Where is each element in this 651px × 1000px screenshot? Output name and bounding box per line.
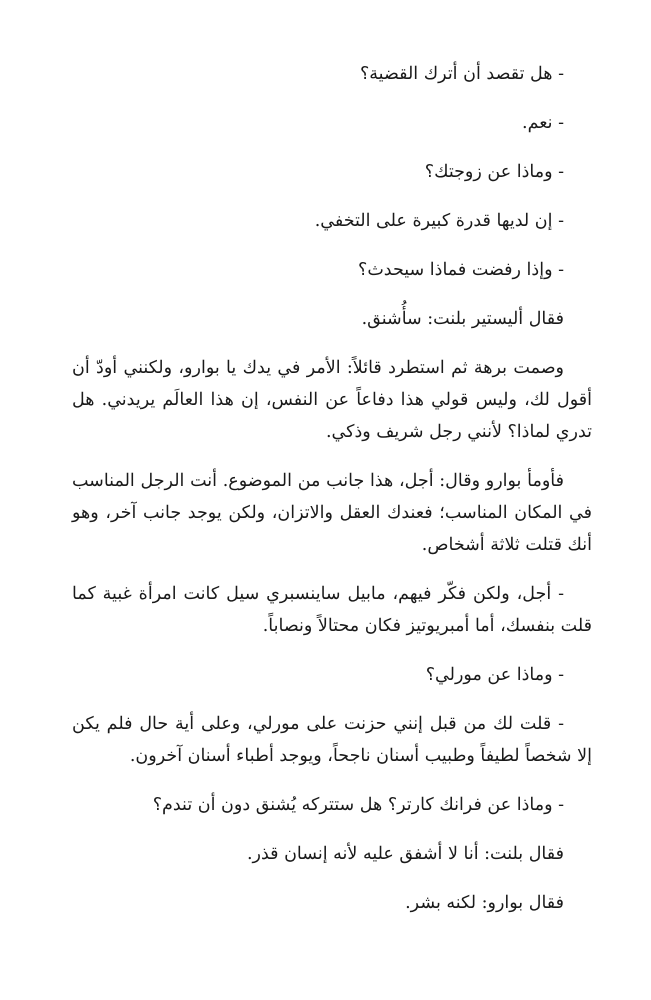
paragraph-2: - نعم. — [522, 113, 564, 133]
paragraph-8: فأومأ بوارو وقال: أجل، هذا جانب من الموضوع. أنت الرجل المناسب في المكان المناسب؛ فعندك العقل والاتزان، ولكن يوجد جانب آخر، وهو أنك قتلت ثلاثة أشخاص. — [72, 471, 592, 555]
paragraph-4: - إن لديها قدرة كبيرة على التخفي. — [314, 211, 564, 231]
paragraph-5: - وإذا رفضت فماذا سيحدث؟ — [358, 260, 564, 280]
paragraph-13: فقال بلنت: أنا لا أشفق عليه لأنه إنسان قذر. — [246, 844, 564, 864]
paragraph-12: - وماذا عن فرانك كارتر؟ هل ستتركه يُشنق دون أن تندم؟ — [152, 795, 564, 815]
paragraph-10: - وماذا عن مورلي؟ — [425, 665, 564, 685]
paragraph-11: - قلت لك من قبل إنني حزنت على مورلي، وعلى أية حال فلم يكن إلا شخصاً لطيفاً وطبيب أسنان ناجحاً، ويوجد أطباء أسنان آخرون. — [72, 714, 592, 766]
paragraph-7: وصمت برهة ثم استطرد قائلاً: الأمر في يدك يا بوارو، ولكنني أودّ أن أقول لك، وليس قولي هذا دفاعاً عن النفس، إن هذا العالَم يريدني. هل تدري لماذا؟ لأنني رجل شريف وذكي. — [72, 358, 592, 442]
paragraph-3: - وماذا عن زوجتك؟ — [424, 162, 564, 182]
paragraph-9: - أجل، ولكن فكّر فيهم، مابيل ساينسبري سيل كانت امرأة غبية كما قلت بنفسك، أما أمبريوتيز فكان محتالاً ونصاباً. — [72, 584, 592, 636]
paragraph-1: - هل تقصد أن أترك القضية؟ — [360, 64, 564, 84]
paragraph-6: فقال أليستير بلنت: سأُشنق. — [361, 309, 564, 329]
document-page — [72, 58, 592, 936]
paragraph-14: فقال بوارو: لكنه بشر. — [405, 893, 564, 913]
